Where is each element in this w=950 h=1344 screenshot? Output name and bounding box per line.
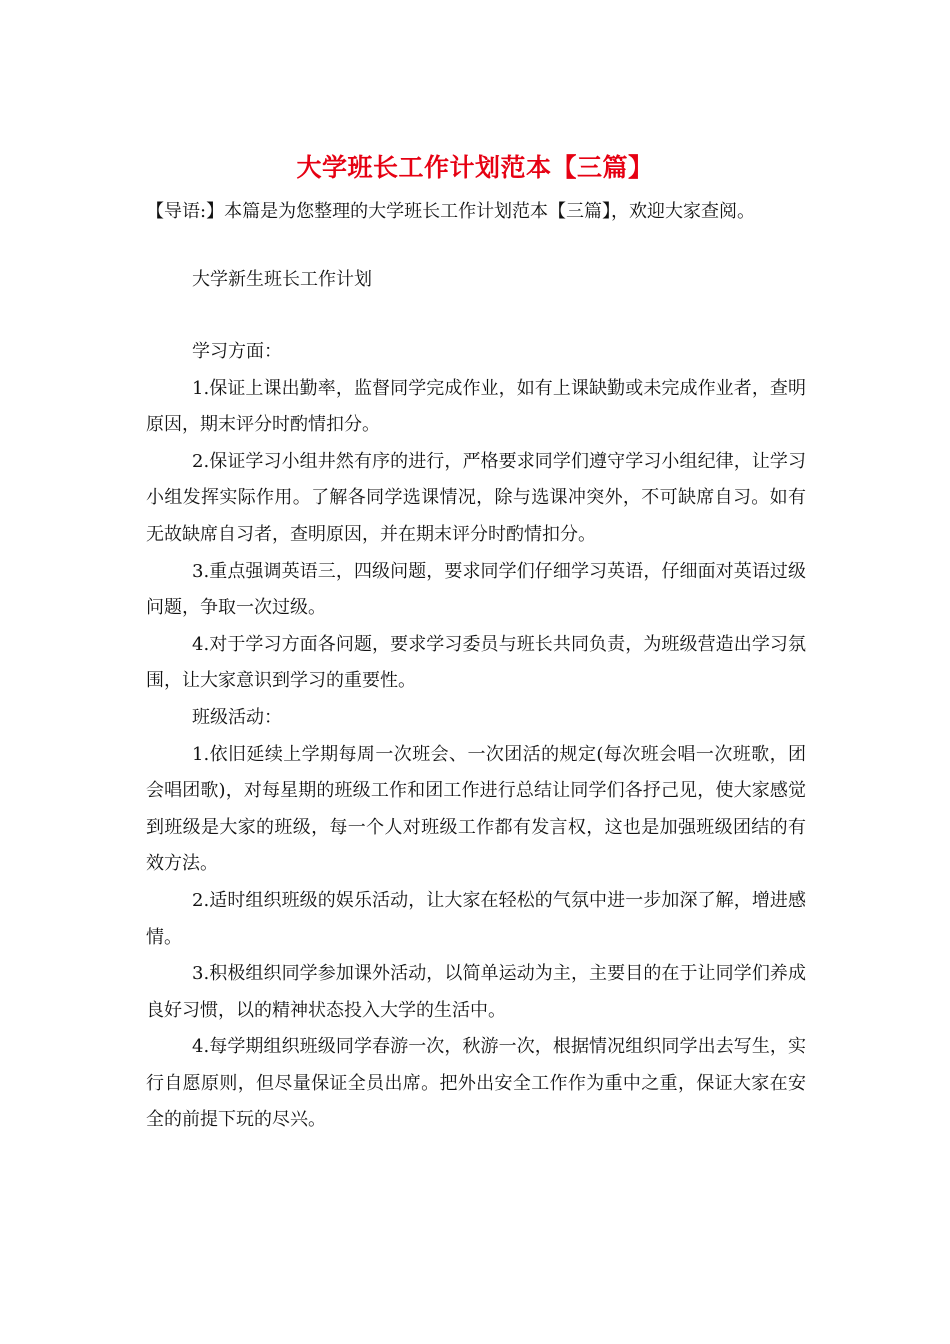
section-title: 大学新生班长工作计划 (192, 269, 372, 290)
paragraph: 1.保证上课出勤率，监督同学完成作业，如有上课缺勤或未完成作业者，查明原因，期末评分时酌情扣分。 (146, 377, 806, 436)
paragraph: 3.积极组织同学参加课外活动，以简单运动为主，主要目的在于让同学们养成良好习惯，以的精神状态投入大学的生活中。 (146, 963, 806, 1021)
document-title: 大学班长工作计划范本【三篇】 (296, 153, 654, 182)
paragraph: 4.每学期组织班级同学春游一次，秋游一次，根据情况组织同学出去写生，实行自愿原则，但尽量保证全员出席。把外出安全工作作为重中之重，保证大家在安全的前提下玩的尽兴。 (146, 1036, 806, 1131)
paragraph: 2.适时组织班级的娱乐活动，让大家在轻松的气氛中进一步加深了解，增进感情。 (146, 889, 806, 948)
document-intro: 【导语:】本篇是为您整理的大学班长工作计划范本【三篇】，欢迎大家查阅。 (146, 201, 756, 222)
subheading-class-activities: 班级活动： (192, 706, 282, 728)
paragraph: 3.重点强调英语三，四级问题，要求同学们仔细学习英语，仔细面对英语过级问题，争取一次过级。 (146, 560, 806, 619)
document-body (146, 334, 806, 1139)
paragraph: 1.依旧延续上学期每周一次班会、一次团活的规定(每次班会唱一次班歌，团会唱团歌)，对每星期的班级工作和团工作进行总结让同学们各抒己见，使大家感觉到班级是大家的班级，每一个人对班级工作都有发言权，这也是加强班级团结的有效方法。 (146, 743, 806, 875)
paragraph: 4.对于学习方面各问题，要求学习委员与班长共同负责，为班级营造出学习氛围，让大家意识到学习的重要性。 (146, 633, 806, 692)
subheading-study: 学习方面： (192, 341, 282, 362)
paragraph: 2.保证学习小组井然有序的进行，严格要求同学们遵守学习小组纪律，让学习小组发挥实际作用。了解各同学选课情况，除与选课冲突外，不可缺席自习。如有无故缺席自习者，查明原因，并在期末评分时酌情扣分。 (146, 450, 806, 545)
